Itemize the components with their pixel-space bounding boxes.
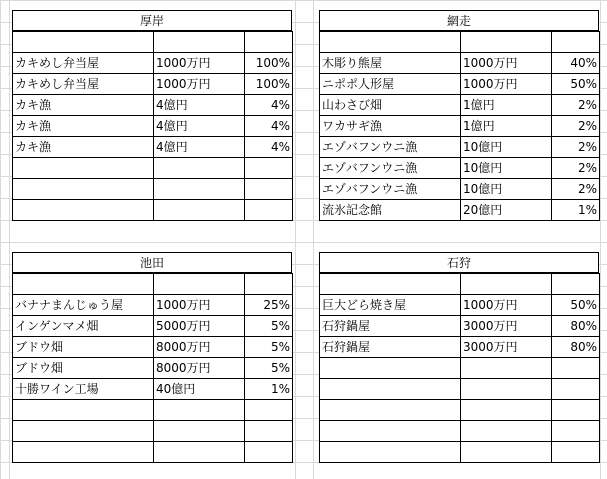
region-block-abashiri	[319, 10, 599, 221]
cell-name[interactable]: ワカサギ漁	[320, 116, 461, 137]
cell-name[interactable]	[13, 32, 154, 53]
cell-percent[interactable]	[552, 358, 600, 379]
cell-name[interactable]	[320, 379, 461, 400]
cell-name[interactable]: 木彫り熊屋	[320, 53, 461, 74]
cell-amount[interactable]: 3000万円	[461, 337, 552, 358]
cell-name[interactable]: 山わさび畑	[320, 95, 461, 116]
cell-percent[interactable]	[245, 442, 293, 463]
table-row	[13, 137, 293, 158]
cell-name[interactable]	[320, 421, 461, 442]
table-row	[320, 32, 600, 53]
table-row	[13, 32, 293, 53]
table-row	[320, 158, 600, 179]
cell-amount[interactable]: 4億円	[154, 95, 245, 116]
table-row	[320, 379, 600, 400]
cell-amount[interactable]: 1000万円	[461, 53, 552, 74]
cell-name[interactable]: 流氷記念館	[320, 200, 461, 221]
region-table	[12, 273, 293, 463]
cell-amount[interactable]: 1億円	[461, 116, 552, 137]
table-row	[320, 442, 600, 463]
cell-percent[interactable]	[245, 274, 293, 295]
table-row	[320, 337, 600, 358]
table-row	[320, 137, 600, 158]
cell-percent[interactable]: 2%	[552, 95, 600, 116]
cell-percent[interactable]	[552, 442, 600, 463]
table-row	[320, 74, 600, 95]
cell-amount[interactable]	[154, 274, 245, 295]
cell-name[interactable]	[320, 400, 461, 421]
cell-amount[interactable]	[154, 442, 245, 463]
cell-name[interactable]	[13, 274, 154, 295]
cell-name[interactable]	[320, 358, 461, 379]
cell-amount[interactable]	[461, 358, 552, 379]
table-row	[13, 295, 293, 316]
cell-percent[interactable]: 2%	[552, 116, 600, 137]
table-row	[13, 421, 293, 442]
grid-line	[600, 0, 601, 479]
cell-name[interactable]	[13, 200, 154, 221]
grid-line	[9, 0, 10, 479]
cell-amount[interactable]	[154, 158, 245, 179]
cell-amount[interactable]	[461, 400, 552, 421]
cell-amount[interactable]	[154, 179, 245, 200]
cell-percent[interactable]	[245, 200, 293, 221]
table-row	[13, 400, 293, 421]
cell-name[interactable]	[13, 400, 154, 421]
table-row	[13, 95, 293, 116]
cell-name[interactable]	[13, 442, 154, 463]
cell-percent[interactable]	[245, 32, 293, 53]
cell-percent[interactable]: 4%	[245, 116, 293, 137]
cell-percent[interactable]: 5%	[245, 316, 293, 337]
table-row	[320, 421, 600, 442]
table-row	[320, 400, 600, 421]
region-block-akkeshi	[12, 10, 292, 221]
cell-percent[interactable]: 1%	[552, 200, 600, 221]
cell-amount[interactable]: 5000万円	[154, 316, 245, 337]
cell-name[interactable]: 石狩鍋屋	[320, 316, 461, 337]
cell-name[interactable]	[13, 179, 154, 200]
cell-name[interactable]	[13, 421, 154, 442]
cell-percent[interactable]	[552, 274, 600, 295]
region-table	[319, 31, 600, 221]
cell-amount[interactable]: 40億円	[154, 379, 245, 400]
table-row	[320, 200, 600, 221]
table-row	[13, 274, 293, 295]
table-row	[320, 295, 600, 316]
cell-amount[interactable]	[461, 442, 552, 463]
cell-percent[interactable]: 2%	[552, 137, 600, 158]
table-row	[13, 442, 293, 463]
cell-amount[interactable]	[154, 421, 245, 442]
cell-name[interactable]: カキ漁	[13, 137, 154, 158]
cell-amount[interactable]: 1000万円	[154, 53, 245, 74]
table-row	[320, 53, 600, 74]
cell-percent[interactable]: 40%	[552, 53, 600, 74]
cell-name[interactable]: エゾバフンウニ漁	[320, 179, 461, 200]
cell-name[interactable]	[13, 158, 154, 179]
table-row	[320, 116, 600, 137]
table-row	[13, 200, 293, 221]
cell-amount[interactable]: 20億円	[461, 200, 552, 221]
cell-amount[interactable]: 1000万円	[154, 74, 245, 95]
cell-amount[interactable]: 4億円	[154, 137, 245, 158]
cell-amount[interactable]: 1億円	[461, 95, 552, 116]
cell-amount[interactable]	[154, 400, 245, 421]
cell-amount[interactable]: 10億円	[461, 158, 552, 179]
table-row	[13, 158, 293, 179]
region-table	[319, 273, 600, 463]
cell-percent[interactable]: 2%	[552, 158, 600, 179]
cell-amount[interactable]	[461, 379, 552, 400]
cell-percent[interactable]: 50%	[552, 295, 600, 316]
cell-percent[interactable]: 4%	[245, 137, 293, 158]
table-row	[13, 358, 293, 379]
cell-amount[interactable]: 3000万円	[461, 316, 552, 337]
cell-amount[interactable]: 10億円	[461, 137, 552, 158]
cell-name[interactable]: インゲンマメ畑	[13, 316, 154, 337]
cell-percent[interactable]	[552, 379, 600, 400]
cell-amount[interactable]: 8000万円	[154, 358, 245, 379]
cell-percent[interactable]	[552, 400, 600, 421]
table-row	[320, 316, 600, 337]
cell-name[interactable]: 巨大どら焼き屋	[320, 295, 461, 316]
cell-percent[interactable]: 25%	[245, 295, 293, 316]
region-title[interactable]: 厚岸	[12, 10, 292, 31]
cell-percent[interactable]: 5%	[245, 337, 293, 358]
cell-amount[interactable]	[461, 274, 552, 295]
cell-name[interactable]: 十勝ワイン工場	[13, 379, 154, 400]
cell-amount[interactable]	[154, 32, 245, 53]
region-title[interactable]: 網走	[319, 10, 599, 31]
cell-amount[interactable]: 1000万円	[154, 295, 245, 316]
table-row	[13, 53, 293, 74]
table-row	[13, 74, 293, 95]
cell-percent[interactable]: 100%	[245, 53, 293, 74]
cell-percent[interactable]: 100%	[245, 74, 293, 95]
cell-percent[interactable]: 50%	[552, 74, 600, 95]
table-row	[13, 316, 293, 337]
table-row	[320, 358, 600, 379]
cell-percent[interactable]: 4%	[245, 95, 293, 116]
grid-line	[313, 0, 314, 479]
cell-name[interactable]	[320, 32, 461, 53]
cell-amount[interactable]: 8000万円	[154, 337, 245, 358]
region-table	[12, 31, 293, 221]
cell-amount[interactable]: 10億円	[461, 179, 552, 200]
cell-percent[interactable]	[245, 158, 293, 179]
cell-percent[interactable]: 1%	[245, 379, 293, 400]
grid-line	[295, 0, 296, 479]
cell-percent[interactable]	[245, 400, 293, 421]
cell-name[interactable]: カキめし弁当屋	[13, 53, 154, 74]
table-row	[13, 116, 293, 137]
table-row	[13, 179, 293, 200]
cell-percent[interactable]	[245, 179, 293, 200]
cell-amount[interactable]: 1000万円	[461, 74, 552, 95]
table-row	[320, 95, 600, 116]
cell-amount[interactable]: 1000万円	[461, 295, 552, 316]
cell-name[interactable]: エゾバフンウニ漁	[320, 137, 461, 158]
region-title[interactable]: 池田	[12, 252, 292, 273]
table-row	[320, 274, 600, 295]
cell-name[interactable]: ニポポ人形屋	[320, 74, 461, 95]
cell-name[interactable]: エゾバフンウニ漁	[320, 158, 461, 179]
cell-name[interactable]: ブドウ畑	[13, 358, 154, 379]
region-block-ikeda	[12, 252, 292, 463]
cell-name[interactable]: カキ漁	[13, 116, 154, 137]
cell-name[interactable]: 石狩鍋屋	[320, 337, 461, 358]
cell-percent[interactable]: 80%	[552, 316, 600, 337]
cell-amount[interactable]: 4億円	[154, 116, 245, 137]
cell-name[interactable]: ブドウ畑	[13, 337, 154, 358]
cell-percent[interactable]: 80%	[552, 337, 600, 358]
region-block-ishikari	[319, 252, 599, 463]
region-title[interactable]: 石狩	[319, 252, 599, 273]
table-row	[13, 379, 293, 400]
cell-name[interactable]	[320, 442, 461, 463]
cell-percent[interactable]	[552, 32, 600, 53]
cell-amount[interactable]	[461, 32, 552, 53]
cell-name[interactable]	[320, 274, 461, 295]
cell-name[interactable]: カキめし弁当屋	[13, 74, 154, 95]
cell-amount[interactable]	[154, 200, 245, 221]
cell-amount[interactable]	[461, 421, 552, 442]
table-row	[320, 179, 600, 200]
cell-percent[interactable]: 5%	[245, 358, 293, 379]
cell-percent[interactable]: 2%	[552, 179, 600, 200]
cell-percent[interactable]	[552, 421, 600, 442]
cell-name[interactable]: カキ漁	[13, 95, 154, 116]
table-row	[13, 337, 293, 358]
cell-name[interactable]: バナナまんじゅう屋	[13, 295, 154, 316]
cell-percent[interactable]	[245, 421, 293, 442]
